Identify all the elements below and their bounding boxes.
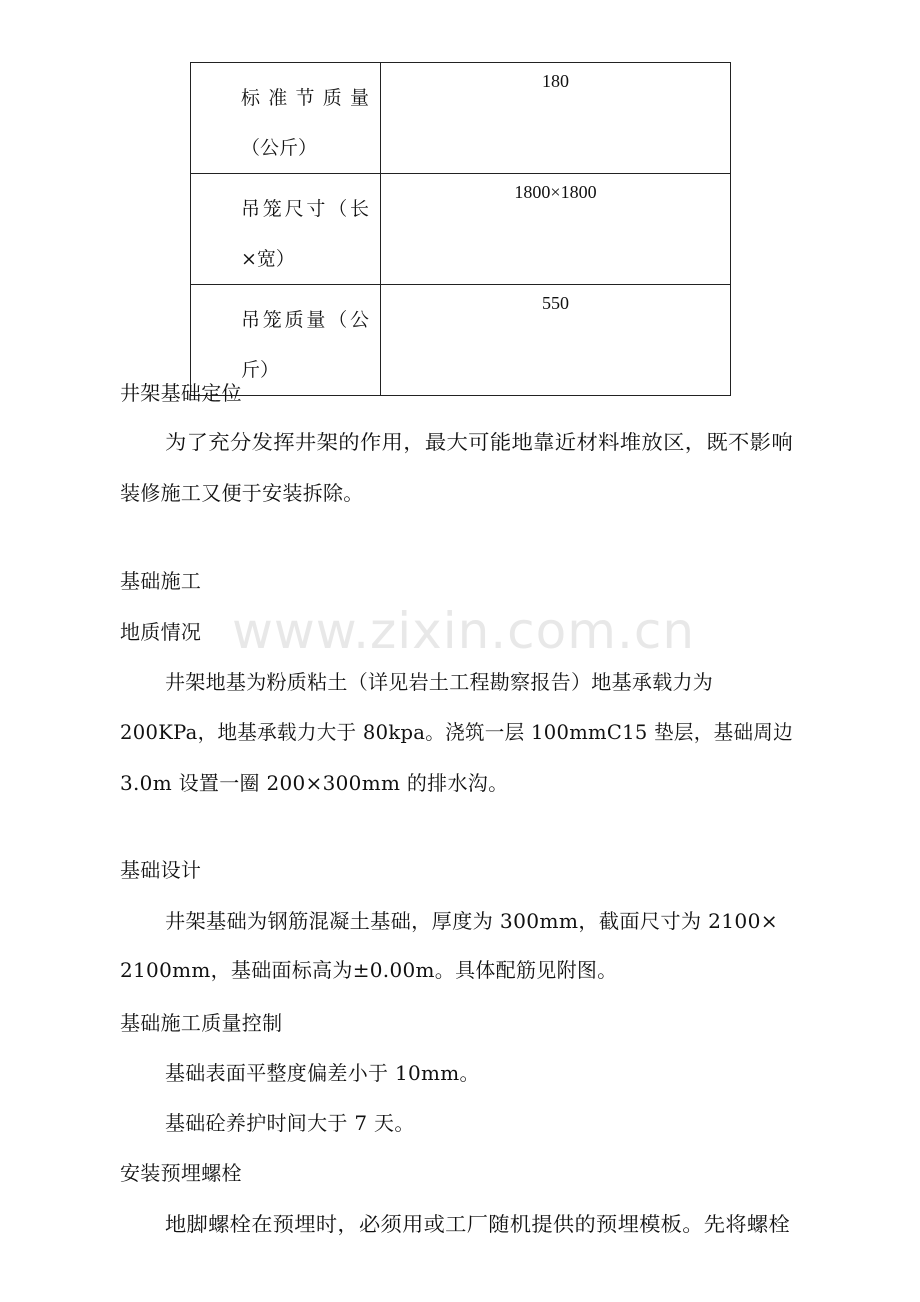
row-label: 吊笼尺寸（长×宽）	[241, 198, 369, 270]
table-row	[191, 174, 731, 285]
row-label: 标准节质量（公斤）	[241, 87, 369, 159]
paragraph-line: 基础表面平整度偏差小于 10mm。	[165, 1061, 480, 1085]
row-value: 180	[542, 71, 569, 91]
fit-text: 200KPa，地基承载力大于 80kpa。浇筑一层 100mmC15 垫层，基础周边	[120, 720, 793, 744]
section-heading-foundation-position: 井架基础定位	[120, 381, 242, 405]
table-cell-value	[381, 285, 731, 396]
watermark: www.zixin.com.cn	[232, 602, 696, 660]
fit-text: 为了充分发挥井架的作用，最大可能地靠近材料堆放区，既不影响	[165, 430, 793, 454]
fit-text: 井架基础为钢筋混凝土基础，厚度为 300mm，截面尺寸为 2100×	[165, 909, 778, 933]
paragraph-line: 基础砼养护时间大于 7 天。	[165, 1111, 415, 1135]
table-row	[191, 285, 731, 396]
table-cell-value	[381, 63, 731, 174]
table-cell-label	[191, 63, 381, 174]
table-cell-label	[191, 174, 381, 285]
row-value: 550	[542, 293, 569, 313]
paragraph-line: 装修施工又便于安装拆除。	[120, 481, 364, 505]
row-label: 吊笼质量（公斤）	[241, 309, 369, 381]
table-row	[191, 63, 731, 174]
table-cell-label	[191, 285, 381, 396]
section-heading-geology: 地质情况	[120, 620, 202, 644]
paragraph-line	[120, 719, 920, 745]
paragraph-line: 井架地基为粉质粘土（详见岩土工程勘察报告）地基承载力为	[165, 670, 714, 694]
section-heading-foundation-construction: 基础施工	[120, 569, 202, 593]
spec-table	[190, 62, 731, 396]
section-heading-design: 基础设计	[120, 858, 202, 882]
paragraph-line: 2100mm，基础面标高为±0.00m。具体配筋见附图。	[120, 958, 618, 982]
row-value: 1800×1800	[514, 182, 597, 202]
section-heading-embedded-bolts: 安装预埋螺栓	[120, 1161, 242, 1185]
paragraph-line	[165, 429, 920, 455]
paragraph-line	[165, 1211, 920, 1237]
fit-text: 地脚螺栓在预埋时，必须用或工厂随机提供的预埋模板。先将螺栓	[165, 1212, 790, 1236]
paragraph-line: 3.0m 设置一圈 200×300mm 的排水沟。	[120, 771, 509, 795]
paragraph-line	[165, 908, 920, 934]
table-cell-value	[381, 174, 731, 285]
section-heading-quality-control: 基础施工质量控制	[120, 1011, 283, 1035]
